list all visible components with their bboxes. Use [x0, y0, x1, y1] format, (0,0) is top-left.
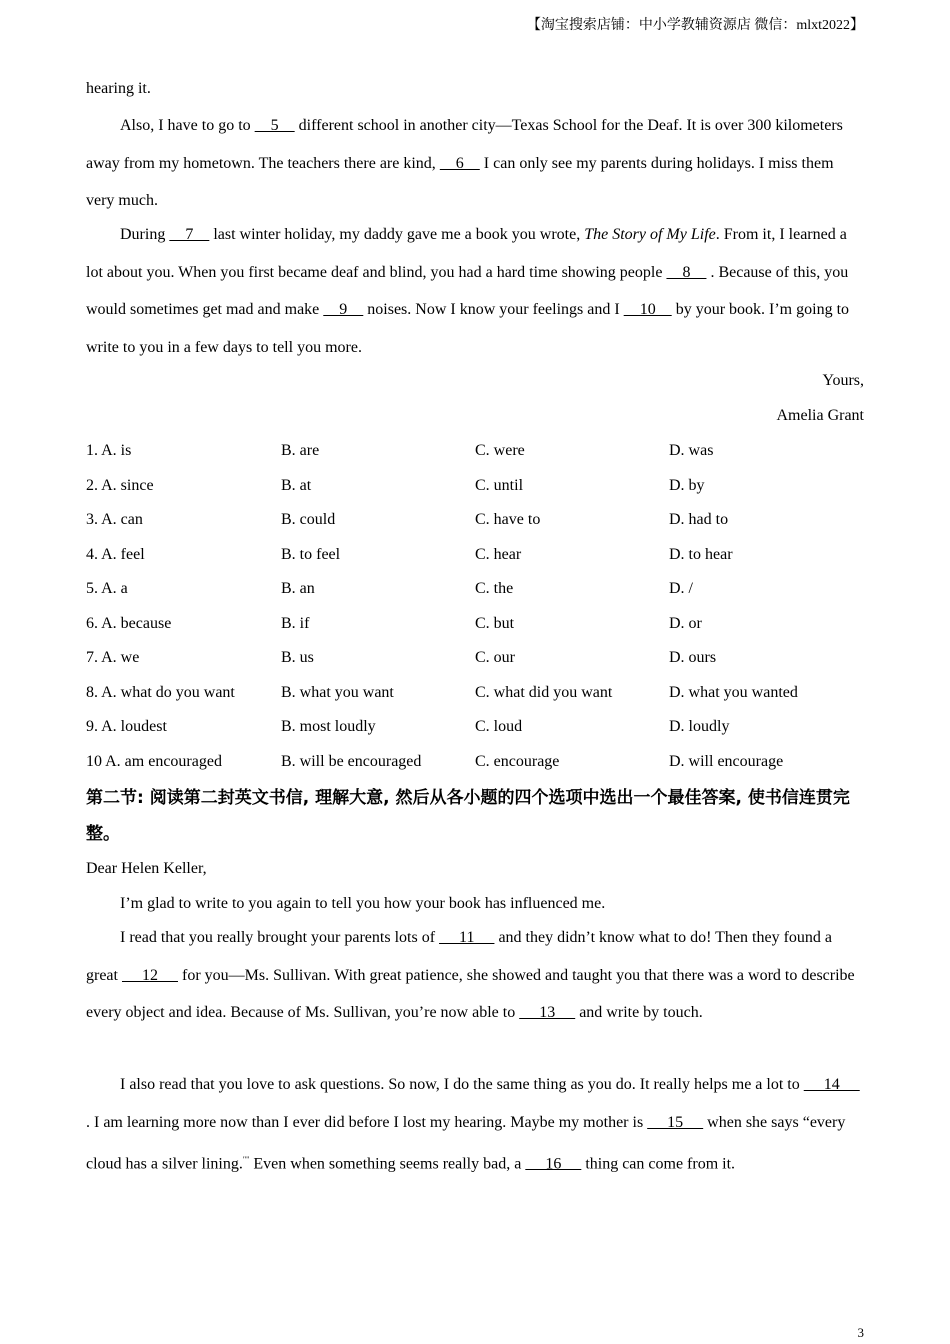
- option-4-B: B. to feel: [281, 545, 341, 563]
- option-7-C: C. our: [475, 649, 515, 666]
- option-3-D: D. had to: [669, 511, 729, 528]
- option-3-A: 3. A. can: [86, 511, 143, 528]
- section-2-heading: 第二节: 阅读第二封英文书信, 理解大意, 然后从各小题的四个选项中选出一个最佳答案, 使书信连贯完整。: [86, 788, 850, 844]
- option-8-B: B. what you want: [281, 683, 394, 701]
- letter2-paragraph-1: I’m glad to write to you again to tell you how your book has influenced me.: [120, 895, 606, 912]
- paragraph-continuation: hearing it.: [86, 80, 151, 97]
- blank-13: 13: [519, 1004, 576, 1021]
- option-6-C: C. but: [475, 614, 515, 632]
- blank-16: 16: [525, 1155, 582, 1173]
- option-2-B: B. at: [281, 476, 312, 494]
- option-4-D: D. to hear: [669, 545, 733, 563]
- blank-10: 10: [623, 301, 672, 318]
- option-9-D: D. loudly: [669, 718, 730, 735]
- blank-8: 8: [666, 263, 707, 281]
- option-8-A: 8. A. what do you want: [86, 683, 235, 701]
- letter-closing: Yours,: [822, 372, 864, 389]
- blank-12: 12: [121, 966, 178, 984]
- letter2-salutation: Dear Helen Keller,: [86, 860, 207, 877]
- letter2-paragraph-2: I read that you really brought your parents lots of 11 and they didn’t know what to do! Then they found a great 12 for you—Ms. Sullivan. With great patience, she showed and taught you that there was a word to describe every object and idea. Because of Ms. Sullivan, you’re now able to 13 and write by touch.: [86, 929, 855, 1021]
- page-number: 3: [857, 1325, 864, 1340]
- letter1-paragraph-1: Also, I have to go to 5 different school in another city—Texas School for the Deaf. It is over 300 kilometers away from my hometown. The teachers there are kind, 6 I can only see my parents during holidays. I miss them very much.: [86, 117, 843, 209]
- option-6-B: B. if: [281, 614, 310, 632]
- blank-15: 15: [647, 1113, 704, 1131]
- option-9-B: B. most loudly: [281, 718, 376, 735]
- blank-5: 5: [254, 117, 295, 134]
- option-5-C: C. the: [475, 580, 514, 597]
- letter-signature: Amelia Grant: [776, 407, 864, 424]
- option-7-D: D. ours: [669, 649, 717, 666]
- letter2-paragraph-3: I also read that you love to ask questions. So now, I do the same thing as you do. It really helps me a lot to 14 . I am learning more now than I ever did before I lost my hearing. Maybe my mother is 15 when she says “every cloud has a silver lining."" Even when something seems really bad, a 16 thing can come from it.: [86, 1076, 860, 1173]
- option-2-C: C. until: [475, 476, 524, 494]
- option-8-D: D. what you wanted: [669, 683, 798, 701]
- option-1-D: D. was: [669, 442, 714, 459]
- blank-11: 11: [439, 929, 495, 946]
- option-10-D: D. will encourage: [669, 752, 784, 770]
- page-header: 【淘宝搜索店铺：中小学教辅资源店 微信：mlxt2022】: [526, 18, 864, 33]
- option-2-A: 2. A. since: [86, 476, 154, 494]
- option-2-D: D. by: [669, 476, 705, 494]
- option-10-A: 10 A. am encouraged: [86, 752, 222, 770]
- blank-7: 7: [169, 226, 210, 243]
- option-1-B: B. are: [281, 442, 320, 459]
- option-3-C: C. have to: [475, 511, 541, 528]
- blank-6: 6: [439, 154, 480, 172]
- book-title: The Story of My Life: [584, 226, 716, 243]
- blank-14: 14: [803, 1076, 860, 1093]
- option-1-C: C. were: [475, 442, 525, 459]
- option-3-B: B. could: [281, 511, 336, 528]
- option-4-C: C. hear: [475, 545, 522, 563]
- option-9-A: 9. A. loudest: [86, 718, 167, 735]
- letter1-paragraph-2: During 7 last winter holiday, my daddy gave me a book you wrote, The Story of My Life. From it, I learned a lot about you. When you first became deaf and blind, you had a hard time showing people 8 . Because of this, you would sometimes get mad and make 9 noises. Now I know your feelings and I 10 by your book. I’m going to write to you in a few days to tell you more.: [86, 226, 850, 356]
- option-7-B: B. us: [281, 649, 314, 666]
- option-5-A: 5. A. a: [86, 580, 128, 597]
- option-6-D: D. or: [669, 614, 702, 632]
- option-9-C: C. loud: [475, 718, 523, 735]
- option-5-D: D. /: [669, 580, 693, 597]
- option-5-B: B. an: [281, 580, 315, 597]
- option-6-A: 6. A. because: [86, 614, 172, 632]
- option-7-A: 7. A. we: [86, 649, 140, 666]
- option-1-A: 1. A. is: [86, 442, 132, 459]
- option-10-C: C. encourage: [475, 752, 560, 770]
- option-8-C: C. what did you want: [475, 683, 613, 701]
- option-4-A: 4. A. feel: [86, 545, 145, 563]
- blank-9: 9: [323, 301, 364, 318]
- option-10-B: B. will be encouraged: [281, 752, 422, 770]
